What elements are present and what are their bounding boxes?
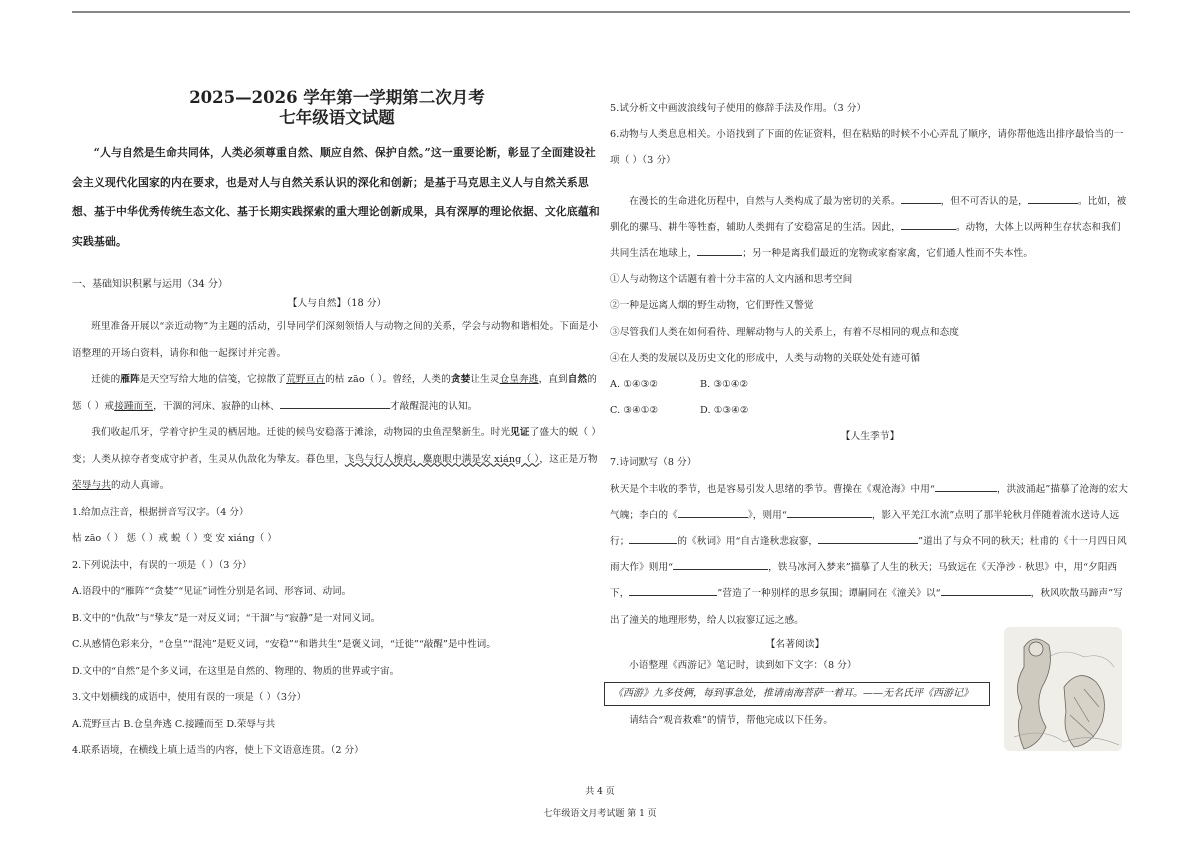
- top-rule: [72, 11, 1130, 13]
- subsection-classics: 【名著阅读】: [765, 638, 825, 650]
- left-column: [72, 88, 602, 765]
- question-3: 3.文中划横线的成语中，使用有误的一项是（ ）（3分）: [72, 692, 307, 703]
- subsection-seasons: 【人生季节】: [840, 431, 900, 443]
- section-heading: 一、基础知识积累与运用（34 分）: [72, 279, 228, 290]
- question-6-sentence-1: ①人与动物这个话题有着十分丰富的人文内涵和思考空间: [610, 274, 853, 286]
- question-6-sentence-4: ④在人类的发展以及历史文化的形成中，人类与动物的关联处处有迹可循: [610, 352, 921, 364]
- intro-paragraph: “人与自然是生命共同体，人类必须尊重自然、顺应自然、保护自然。”这一重要论断，彰显了全面建设社会主义现代化国家的内在要求，也是对人与自然关系认识的深化和创新；是基于马克思主义人与自然关系思想、基于中华优秀传统生态文化、基于长期实践探索的重大理论创新成果，具有深厚的理论依据、文化底蕴和实践基础。: [72, 146, 600, 248]
- quote-box: 《西游》九多伎俩，每到事急处，推请南海菩萨一着耳。——无名氏评《西游记》: [604, 682, 990, 706]
- question-3-options: A.荒野亘古 B.仓皇奔逃 C.接踵而至 D.荣辱与共: [72, 718, 276, 730]
- question-2-option-a: A.语段中的“雁阵”“贪婪”“见证”词性分别是名词、形容词、动词。: [72, 586, 352, 597]
- passage-para-3: 我们收起爪牙，学着守护生灵的栖居地。迁徙的候鸟安稳落于滩涂，动物园的虫鱼涅槃新生。时光见证了盛大的蜕（ ）变；人类从掠夺者变成守护者，生灵从仇敌化为挚友。暮色里，飞鸟与行人擦肩，麋鹿眼中满是安 xiáng（ ），这正是万物荣辱与共的动人真谛。: [72, 427, 602, 491]
- question-6-options-cd: C. ③④①② D. ①③④②: [610, 405, 749, 417]
- question-1: 1.给加点注音，根据拼音写汉字。（4 分）: [72, 506, 249, 518]
- question-2: 2.下列说法中，有误的一项是（ ）（3 分）: [72, 559, 252, 571]
- page-footer: 七年级语文月考试题 第 1 页: [543, 809, 657, 819]
- exam-subtitle: 七年级语文试题: [279, 108, 395, 127]
- question-6-sentence-3: ③尽管我们人类在如何看待、理解动物与人的关系上，有着不尽相同的观点和态度: [610, 326, 959, 338]
- passage-para-2: 迁徙的雁阵是天空写给大地的信笺，它掠散了荒野亘古的枯 zāo（ ）。曾经，人类的贪婪让生灵仓皇奔逃，直到自然的惩（ ）戒接踵而至，干涸的河床、寂静的山林、 才敲醒混沌的认知。: [72, 374, 598, 412]
- guanyin-illustration: [1004, 627, 1122, 751]
- question-2-option-c: C.从感情色彩来分，“仓皇”“混沌”是贬义词，“安稳”“和谐共生”是褒义词，“迁徙”“敲醒”是中性词。: [72, 639, 496, 650]
- question-8-task: 请结合“观音救难”的情节，帮他完成以下任务。: [629, 714, 834, 726]
- passage-para-1: 班里准备开展以“亲近动物”为主题的活动，引导同学们深刻领悟人与动物之间的关系，学会与动物和谐相处。下面是小语整理的开场白资料，请你和他一起探讨并完善。: [72, 321, 599, 359]
- question-2-option-b: B.文中的“仇敌”与“挚友”是一对反义词；“干涸”与“寂静”是一对同义词。: [72, 612, 381, 624]
- question-7-passage: 秋天是个丰收的季节，也是容易引发人思绪的季节。曹操在《观沧海》中用“ ，洪波涌起”描摹了沧海的宏大气魄；李白的《 》，则用“ ，影入平羌江水流”点明了那半轮秋月伴随着流水送诗人远行； 的《秋词》用“自古逢秋悲寂寥， ”道出了与众不同的秋天；杜甫的《十一月四日风雨大作》则用“ ，铁马冰河入梦来”描摹了人生的秋天；马致远在《天净沙 · 秋思》中，用“夕阳西下， ”营造了一种别样的思乡氛围；谭嗣同在《潼关》以“ ，秋风吹散马蹄声”写出了潼关的地理形势，给人以寂寥辽远之感。: [610, 477, 1130, 634]
- question-6-options-ab: A. ①④③② B. ③①④②: [610, 379, 749, 391]
- question-2-option-d: D.文中的“自然”是个多义词，在这里是自然的、物理的、物质的世界或宇宙。: [72, 665, 400, 677]
- fill-blank[interactable]: [280, 398, 390, 409]
- question-1-answers: 枯 zāo（ ） 惩（ ）戒 蜕（ ）变 安 xiáng（ ）: [72, 533, 277, 544]
- question-4: 4.联系语境，在横线上填上适当的内容，使上下文语意连贯。（2 分）: [72, 745, 364, 756]
- question-8-intro: 小语整理《西游记》笔记时，读到如下文字：（8 分）: [629, 659, 857, 671]
- subsection-nature: 【人与自然】（18 分）: [287, 298, 387, 309]
- question-7: 7.诗词默写（8 分）: [610, 457, 697, 469]
- question-6: 6.动物与人类息息相关。小语找到了下面的佐证资料，但在粘贴的时候不小心弄乱了顺序，请你帮他选出排序最恰当的一项（ ）（3 分）: [610, 129, 1124, 167]
- question-6-passage: 在漫长的生命进化历程中，自然与人类构成了最为密切的关系。 ，但不可否认的是， 。比如，被驯化的骡马、耕牛等牲畜，辅助人类拥有了安稳富足的生活。因此， 。动物，大体上以两种生存状态和我们共同生活在地球上， ；另一种是离我们最近的宠物或家畜家禽，它们通人性而不失本性。: [610, 189, 1130, 268]
- total-pages: 共 4 页: [585, 787, 615, 797]
- question-6-sentence-2: ②一种是远离人烟的野生动物，它们野性又警觉: [610, 300, 814, 312]
- question-5: 5.试分析文中画波浪线句子使用的修辞手法及作用。（3 分）: [610, 103, 867, 114]
- exam-title: 2025—2026 学年第一学期第二次月考: [189, 88, 485, 107]
